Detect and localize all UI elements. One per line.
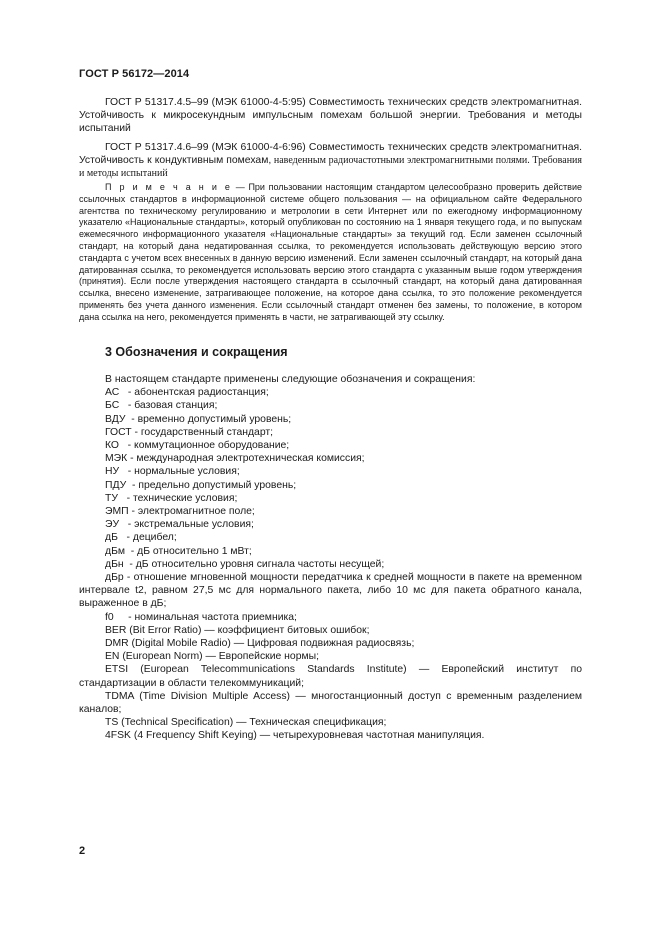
document-code-header: ГОСТ Р 56172—2014	[79, 68, 190, 80]
abbreviation-item: ЭМП - электромагнитное поле;	[105, 506, 255, 518]
abbreviation-item: ВДУ - временно допустимый уровень;	[105, 413, 292, 425]
abbreviation-item: МЭК - международная электротехническая комиссия;	[105, 453, 365, 465]
abbreviation-item: TDMA (Time Division Multiple Access) — многостанционный доступ с временным разделением каналов;	[79, 690, 582, 716]
reference-text: ГОСТ Р 51317.4.5–99 (МЭК 61000-4-5:95) Совместимость технических средств электромагнитная. Устойчивость к микросекундным импульсным помехам большой энергии. Требования и методы испытаний	[79, 97, 582, 135]
abbreviation-item: ТУ - технические условия;	[105, 492, 238, 504]
reference-text-tail: наведенным радиочастотными электромагнитными полями. Требования и методы испытаний	[79, 154, 582, 180]
abbreviation-item: КО - коммутационное оборудование;	[105, 440, 290, 452]
abbreviation-item: ЭУ - экстремальные условия;	[105, 519, 254, 531]
reference-item	[79, 141, 582, 181]
abbreviations-list	[79, 373, 582, 743]
abbreviation-item: DMR (Digital Mobile Radio) — Цифровая подвижная радиосвязь;	[105, 638, 415, 650]
page-number: 2	[79, 845, 86, 857]
abbreviation-item: БС - базовая станция;	[105, 400, 218, 412]
abbreviation-item: НУ - нормальные условия;	[105, 466, 240, 478]
abbreviation-item: дБм - дБ относительно 1 мВт;	[105, 545, 252, 557]
section-title: 3 Обозначения и сокращения	[105, 345, 288, 359]
abbreviation-item: f0 - номинальная частота приемника;	[105, 611, 297, 623]
abbreviation-item: ГОСТ - государственный стандарт;	[105, 426, 274, 438]
note-text: — При пользовании настоящим стандартом целесообразно проверить действие ссылочных стандартов в информационной системе общего пользования — на официальном сайте Федерального агентства по техническому регулированию и метрологии в сети Интернет или по ежегодному информационному указателю «Национальные стандарты», который опубликован по состоянию на 1 января текущего года, и по выпускам ежемесячного информационного указателя «Национальные стандарты» за текущий год. Если заменен ссылочный стандарт, на который дана недатированная ссылка, то рекомендуется использовать действующую версию этого стандарта с учетом всех внесенных в данную версию изменений. Если заменен ссылочный стандарт, на который дана датированная ссылка, то рекомендуется использовать версию этого стандарта с указанным выше годом утверждения (принятия). Если после утверждения настоящего стандарта в ссылочный стандарт, на который дана датированная ссылка, внесено изменение, затрагивающее положение, на которое дана ссылка, то это положение рекомендуется применять без учета данного изменения. Если ссылочный стандарт отменен без замены, то положение, в котором дана ссылка на него, рекомендуется применять в части, не затрагивающей эту ссылку.	[79, 182, 582, 322]
abbreviation-item: ПДУ - предельно допустимый уровень;	[105, 479, 297, 491]
abbreviation-item: дБн - дБ относительно уровня сигнала частоты несущей;	[105, 558, 385, 570]
abbreviation-item: TS (Technical Specification) — Техническая спецификация;	[105, 717, 387, 729]
abbreviation-item: BER (Bit Error Ratio) — коэффициент битовых ошибок;	[105, 624, 370, 636]
abbreviations-intro: В настоящем стандарте применены следующие обозначения и сокращения:	[105, 374, 476, 385]
abbreviation-item: дБр - отношение мгновенной мощности передатчика к средней мощности в пакете на временном интервале t2, равном 27,5 мс для нормального пакета, либо 10 мс для пакета обратного канала, выраженное в дБ;	[79, 572, 582, 610]
note-paragraph	[79, 182, 582, 324]
abbreviation-item: ETSI (European Telecommunications Standards Institute) — Европейский институт по стандартизации в области телекоммуникаций;	[79, 664, 582, 689]
abbreviation-item: 4FSK (4 Frequency Shift Keying) — четырехуровневая частотная манипуляция.	[105, 730, 485, 742]
note-label: П р и м е ч а н и е	[105, 182, 233, 192]
reference-text: ГОСТ Р 51317.4.6–99 (МЭК 61000-4-6:96) Совместимость технических средств электромагнитная. Устойчивость к кондуктивным помехам,	[79, 141, 582, 166]
reference-item	[79, 96, 582, 136]
abbreviation-item: АС - абонентская радиостанция;	[105, 387, 269, 399]
abbreviation-item: дБ - децибел;	[105, 532, 177, 544]
abbreviation-item: EN (European Norm) — Европейские нормы;	[105, 651, 319, 663]
normative-references	[79, 96, 582, 185]
